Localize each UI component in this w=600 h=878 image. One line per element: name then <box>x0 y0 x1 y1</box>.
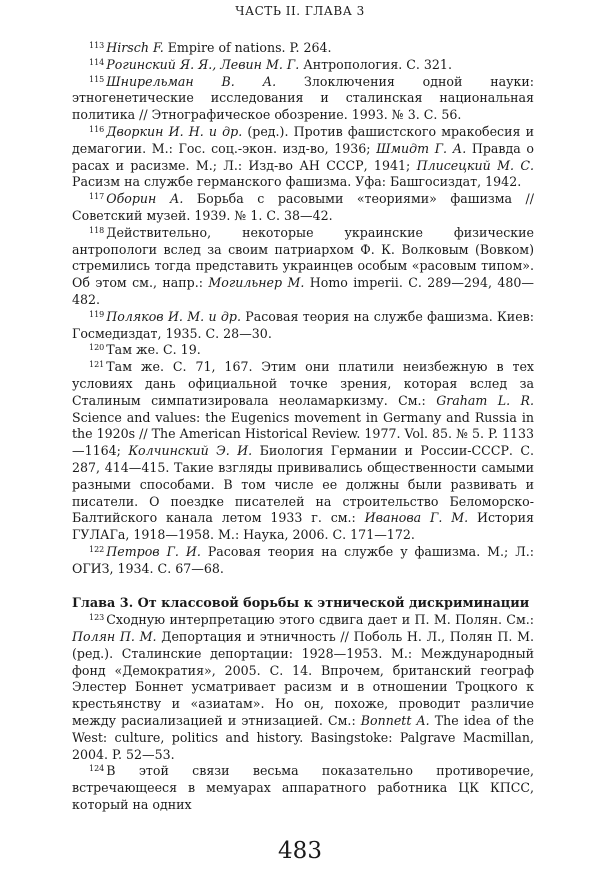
endnote-113 <box>72 40 534 57</box>
endnote-text: Homo imperii. С. 289—294, 480—482. <box>72 275 534 307</box>
endnote-124 <box>72 763 534 813</box>
endnote-text: Science and values: the Eugenics movement in Germany and Russia in the 1920s // The American Historical Review. 1977. Vol. 85. № 5. P. 1133—1164; <box>72 409 534 459</box>
endnote-text: Расовая теория на службе фашизма. Киев: Госмедиздат, 1935. С. 28—30. <box>72 308 534 341</box>
endnote-text: Правда о расах и расизме. М.; Л.: Изд-во АН СССР, 1941; <box>72 140 534 173</box>
endnote-number: 121 <box>89 360 105 370</box>
endnote-122 <box>72 544 534 578</box>
endnote-number: 115 <box>89 74 105 84</box>
endnote-text: Там же. С. 71, 167. Этим они платили неизбежную в тех условиях дань официальной точке зрения, которая вслед за Сталиным симпатизировала неоламаркизму. См.: <box>72 359 534 408</box>
endnote-author: Оборин А. <box>106 191 184 207</box>
running-head: ЧАСТЬ II. ГЛАВА 3 <box>235 4 365 18</box>
page-number: 483 <box>278 838 322 864</box>
endnotes-chapter-3 <box>72 612 534 814</box>
endnote-119 <box>72 309 534 343</box>
endnote-author: Петров Г. И. <box>106 543 201 559</box>
endnote-number: 117 <box>89 192 105 202</box>
endnote-number: 114 <box>89 57 105 67</box>
endnote-text: Борьба с расовыми «теориями» фашизма // Советский музей. 1939. № 1. С. 38—42. <box>72 191 535 223</box>
chapter-heading: Глава 3. От классовой борьбы к этнической дискриминации <box>72 595 530 611</box>
endnote-author: Плисецкий М. С. <box>416 157 534 173</box>
endnotes-part-2 <box>72 40 534 578</box>
endnote-number: 123 <box>89 613 105 623</box>
endnote-text: История ГУЛАГа, 1918—1958. М.: Наука, 2006. С. 171—172. <box>72 510 534 543</box>
endnote-author: Шнирельман В. А. <box>106 73 277 89</box>
endnote-number: 120 <box>89 343 105 353</box>
endnote-number: 118 <box>89 225 105 235</box>
endnote-text: Биология Германии и России-СССР. С. 287, 414—415. Такие взгляды прививались общественности самыми разными способами. В том числе ее должны были развивать и писатели. О поездке писателей на строительство Беломорско-Балтийского канала летом 1933 г. см.: <box>72 443 534 526</box>
endnote-author: Graham L. R. <box>436 392 534 408</box>
endnote-number: 113 <box>89 41 105 50</box>
endnote-123 <box>72 612 534 763</box>
endnote-text: The idea of the West: culture, politics and history. Basingstoke: Palgrave Macmillan, 2004. P. 52—53. <box>72 713 534 762</box>
endnote-text: В этой связи весьма показательно противоречие, встречающееся в мемуарах аппаратного работника ЦК КПСС, который на одних <box>72 763 534 813</box>
endnote-117 <box>72 191 534 225</box>
endnotes <box>72 40 534 814</box>
endnote-text: Действительно, некоторые украинские физические антропологи вслед за своим патриархом Ф. К. Волковым (Вовком) стремились тогда представить украинцев особым «расовым типом». Об этом см., напр.: <box>72 224 534 291</box>
endnote-author: Hirsch F. <box>106 40 164 55</box>
endnote-text: Депортация и этничность // Поболь Н. Л., Полян П. М. (ред.). Сталинские депортации: 1928—1953. М.: Международный фонд «Демократия», 2005. С. 14. Впрочем, британский географ Элестер Боннет усматривает расизм и в отношении Троцкого к крестьянству и «азиатам». Но он, похоже, проводит различие между расиализацией и этнизацией. См.: <box>72 629 535 729</box>
endnote-number: 124 <box>89 764 105 774</box>
endnote-text: Расизм на службе германского фашизма. Уфа: Башгосиздат, 1942. <box>72 174 522 190</box>
endnote-115 <box>72 74 534 124</box>
endnote-text: Сходную интерпретацию этого сдвига дает и П. М. Полян. См.: <box>106 612 534 628</box>
endnote-text: Антропология. С. 321. <box>299 56 452 72</box>
endnote-author: Иванова Г. М. <box>364 510 469 526</box>
endnote-120 <box>72 342 534 359</box>
endnote-author: Bonnett A. <box>360 713 430 729</box>
endnote-text: Там же. С. 19. <box>106 342 201 358</box>
endnote-author: Могильнер М. <box>208 275 305 291</box>
endnote-number: 122 <box>89 544 105 554</box>
endnote-number: 119 <box>89 309 105 319</box>
endnote-text: Расовая теория на службе у фашизма. М.; Л.: ОГИЗ, 1934. С. 67—68. <box>72 543 534 576</box>
endnote-author: Шмидт Г. А. <box>376 140 467 156</box>
endnote-author: Поляков И. М. и др. <box>106 308 241 324</box>
endnote-author: Дворкин И. Н. и др. <box>106 123 243 139</box>
endnote-text: Злоключения одной науки: этногенетические исследования и сталинская национальная политика // Этнографическое обозрение. 1993. № 3. С. 56. <box>72 73 535 123</box>
endnote-118 <box>72 225 534 309</box>
endnote-text: (ред.). Против фашистского мракобесия и демагогии. М.: Гос. соц.-экон. изд-во, 1936; <box>72 123 535 156</box>
endnote-number: 116 <box>89 124 105 134</box>
endnote-author: Полян П. М. <box>72 629 157 645</box>
endnote-author: Колчинский Э. И. <box>128 443 253 459</box>
endnote-author: Рогинский Я. Я., Левин М. Г. <box>106 56 300 72</box>
endnote-114 <box>72 57 534 74</box>
endnote-116 <box>72 124 534 191</box>
endnote-text: Empire of nations. P. 264. <box>163 40 332 55</box>
endnote-121 <box>72 359 534 544</box>
